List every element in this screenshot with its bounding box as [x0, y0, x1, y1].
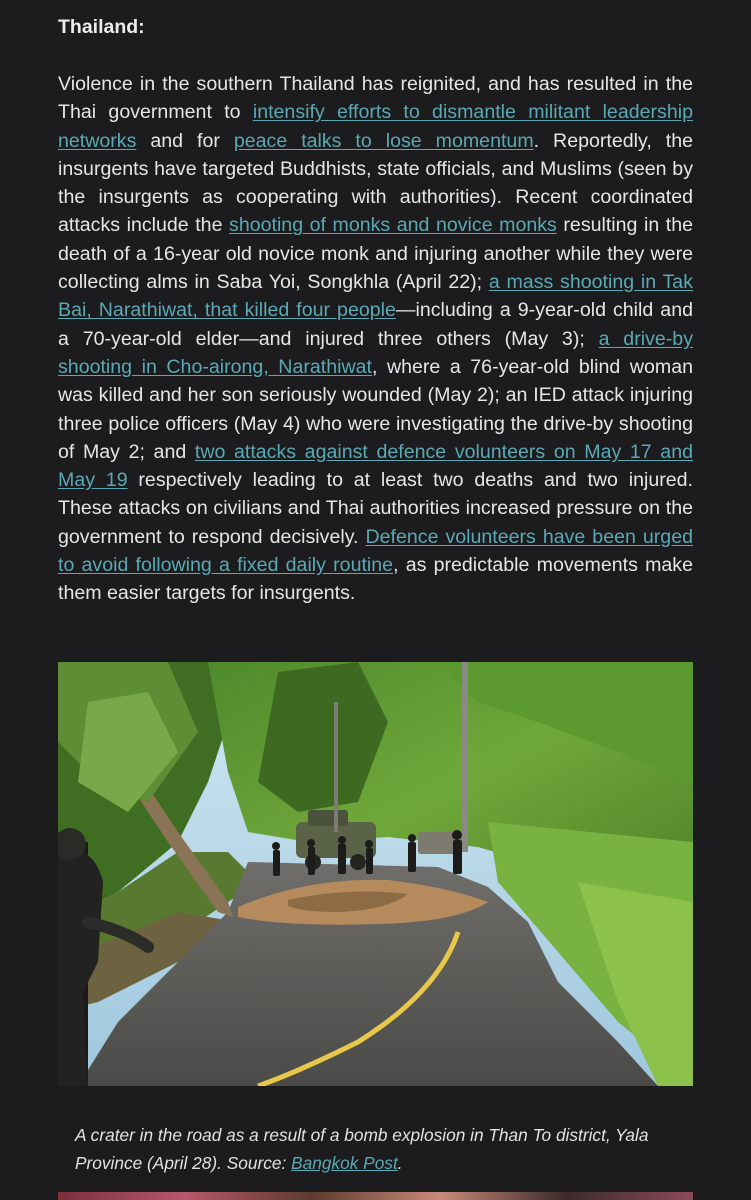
- article-paragraph: [58, 70, 693, 608]
- link-shooting-of-monks[interactable]: shooting of monks and novice monks: [229, 214, 557, 237]
- link-bangkok-post[interactable]: Bangkok Post: [291, 1153, 398, 1173]
- link-mass-shooting-tak-bai[interactable]: a mass shooting in Tak Bai, Narathiwat, that killed four people: [58, 271, 694, 322]
- link-dismantle-militant-networks[interactable]: intensify efforts to dismantle militant leadership networks: [58, 101, 693, 152]
- crater-photo: [58, 662, 693, 1086]
- article-text-6: , where a 76-year-old blind woman was killed and her son seriously wounded (May 2); an IED attack injuring three police officers (May 4) who were investigating the drive-by shooting of May 2; and: [58, 355, 694, 463]
- article-text-3: . Reportedly, the insurgents have targeted Buddhists, state officials, and Muslims (seen by the insurgents as cooperating with authorities). Recent coordinated attacks include the: [58, 129, 693, 237]
- article-text-8: , as predictable movements make them easier targets for insurgents.: [58, 554, 693, 605]
- article-text-5: —including a 9-year-old child and a 70-year-old elder—and injured three others (May 3);: [58, 299, 693, 350]
- caption-end: .: [397, 1153, 403, 1173]
- link-peace-talks[interactable]: peace talks to lose momentum: [233, 129, 534, 152]
- next-image-partial: [58, 1192, 693, 1200]
- article-text-4: resulting in the death of a 16-year old novice monk and injuring another while they were collecting alms in Saba Yoi, Songkhla (April 22);: [58, 214, 694, 294]
- article-text-7: respectively leading to at least two deaths and two injured. These attacks on civilians and Thai authorities increased pressure on the government to respond decisively.: [58, 469, 693, 548]
- link-drive-by-shooting[interactable]: a drive-by shooting in Cho-airong, Narathiwat: [58, 327, 693, 378]
- photo-caption: [75, 1121, 695, 1177]
- link-attacks-defence-volunteers[interactable]: two attacks against defence volunteers on May 17 and May 19: [58, 440, 693, 492]
- article-text-2: and for: [136, 129, 234, 152]
- article-text-1: Violence in the southern Thailand has reignited, and has resulted in the Thai government to: [58, 73, 693, 124]
- link-defence-volunteers-routine[interactable]: Defence volunteers have been urged to avoid following a fixed daily routine: [58, 525, 693, 577]
- caption-text: A crater in the road as a result of a bomb explosion in Than To district, Yala Province (April 28). Source:: [75, 1125, 649, 1173]
- section-heading: Thailand:: [58, 16, 145, 38]
